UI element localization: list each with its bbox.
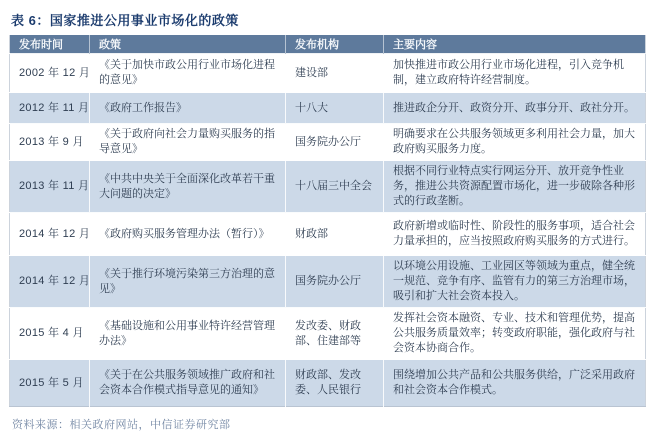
table-row [10, 308, 646, 360]
cell-agency: 十八大 [286, 93, 384, 124]
cell-agency: 国务院办公厅 [286, 124, 384, 161]
cell-policy: 《政府购买服务管理办法（暂行）》 [90, 213, 286, 256]
cell-agency: 十八届三中全会 [286, 161, 384, 213]
cell-content: 推进政企分开、政资分开、政事分开、政社分开。 [384, 93, 646, 124]
column-header-date: 发布时间 [10, 35, 90, 54]
cell-agency: 国务院办公厅 [286, 256, 384, 308]
column-header-content: 主要内容 [384, 35, 646, 54]
cell-content: 明确要求在公共服务领域更多利用社会力量，加大政府购买服务力度。 [393, 128, 635, 155]
column-header-policy: 政策 [90, 35, 286, 54]
cell-date: 2012 年 11 月 [10, 93, 90, 124]
cell-content: 政府新增或临时性、阶段性的服务事项，适合社会力量承担的，应当按照政府购买服务的方式进行。 [393, 220, 635, 247]
table-title: 表 6：国家推进公用事业市场化的政策 [11, 13, 239, 28]
cell-policy: 《关于加快市政公用行业市场化进程的意见》 [90, 54, 286, 93]
column-header-agency: 发布机构 [286, 35, 384, 54]
table-row [10, 161, 646, 213]
table-row [10, 124, 646, 161]
cell-agency: 建设部 [286, 54, 384, 93]
table-row [10, 54, 646, 93]
cell-date: 2014 年 12 月 [10, 213, 90, 256]
cell-date: 2002 年 12 月 [10, 54, 90, 93]
policy-table [9, 35, 646, 407]
cell-date: 2015 年 5 月 [10, 360, 90, 407]
table-row [10, 213, 646, 256]
cell-date: 2015 年 4 月 [10, 308, 90, 360]
cell-content: 围绕增加公共产品和公共服务供给，广泛采用政府和社会资本合作模式。 [384, 360, 646, 407]
cell-content: 加快推进市政公用行业市场化进程，引入竞争机制，建立政府特许经营制度。 [393, 59, 624, 86]
cell-policy: 《关于推行环境污染第三方治理的意见》 [90, 256, 286, 308]
cell-policy: 《基础设施和公用事业特许经营管理办法》 [90, 308, 286, 360]
source-note: 资料来源：相关政府网站，中信证券研究部 [12, 419, 231, 431]
cell-policy: 《政府工作报告》 [90, 93, 286, 124]
cell-date: 2013 年 11 月 [10, 161, 90, 213]
cell-content: 发挥社会资本融资、专业、技术和管理优势，提高公共服务质量效率；转变政府职能，强化政府与社会资本协商合作。 [393, 312, 635, 354]
cell-date: 2014 年 12 月 [10, 256, 90, 308]
table-row [10, 93, 646, 124]
cell-agency: 财政部 [286, 213, 384, 256]
table-header-row [10, 35, 646, 54]
cell-policy: 《关于政府向社会力量购买服务的指导意见》 [90, 124, 286, 161]
cell-policy: 《中共中央关于全面深化改革若干重大问题的决定》 [90, 161, 286, 213]
cell-content: 根据不同行业特点实行网运分开、放开竞争性业务，推进公共资源配置市场化，进一步破除各种形式的行政垄断。 [384, 161, 646, 213]
cell-agency: 发改委、财政部、住建部等 [286, 308, 384, 360]
cell-date: 2013 年 9 月 [10, 124, 90, 161]
cell-content: 以环境公用设施、工业园区等领域为重点，健全统一规范、竞争有序、监管有力的第三方治理市场，吸引和扩大社会资本投入。 [384, 256, 646, 308]
cell-policy: 《关于在公共服务领域推广政府和社会资本合作模式指导意见的通知》 [90, 360, 286, 407]
table-row [10, 256, 646, 308]
table-row [10, 360, 646, 407]
cell-agency: 财政部、发改委、人民银行 [286, 360, 384, 407]
